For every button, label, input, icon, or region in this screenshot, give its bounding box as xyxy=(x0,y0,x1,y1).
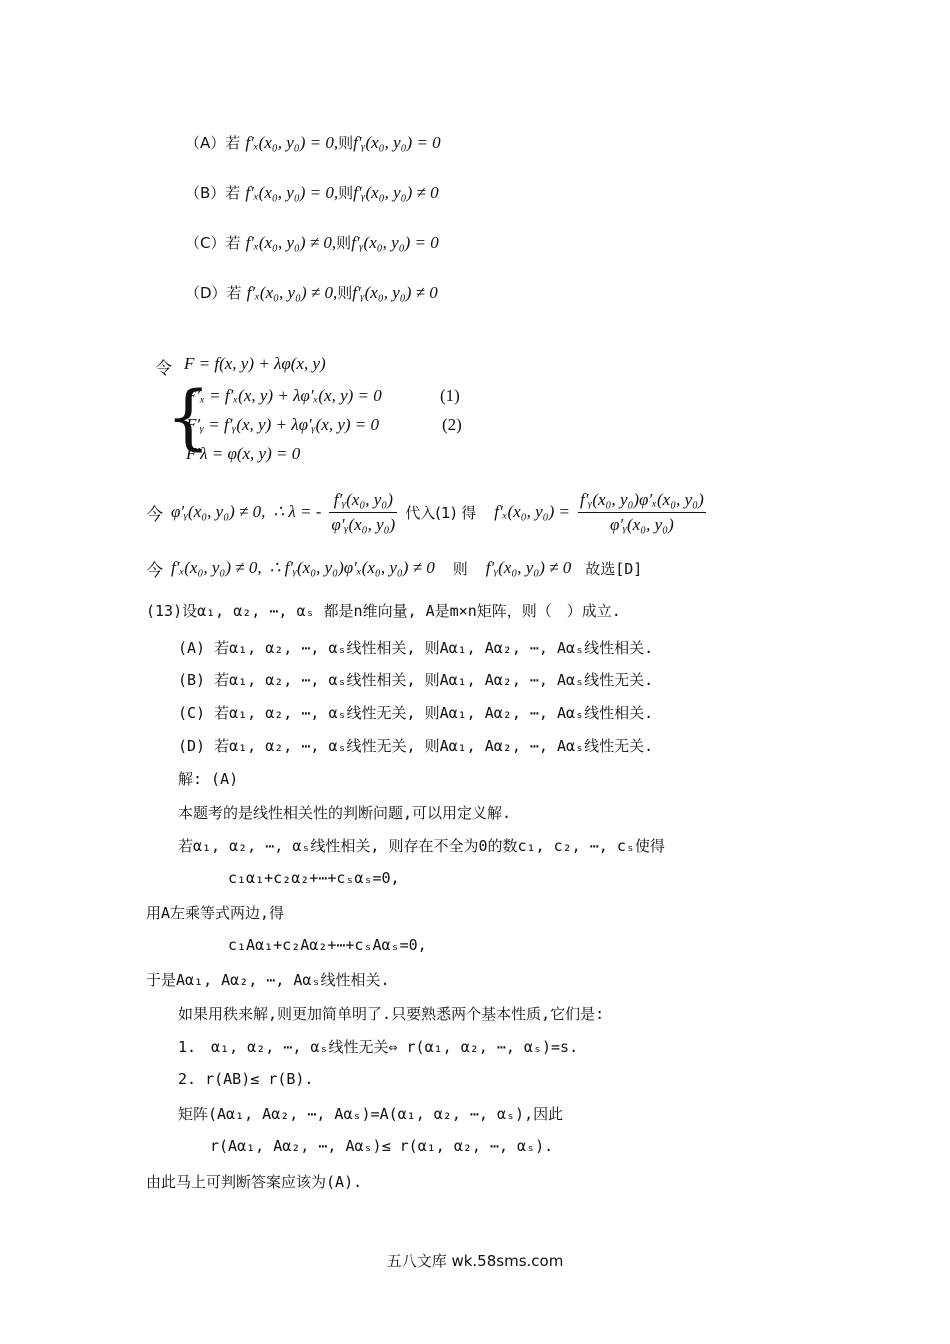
solution-line: 用A左乘等式两边,得 xyxy=(146,904,285,922)
fraction-numerator: f′ᵧ(x₀, y₀) xyxy=(329,490,397,513)
equation-1-tag: (1) xyxy=(440,386,460,405)
therefore-product: ∴ f′ᵧ(x₀, y₀)φ′ₓ(x₀, y₀) ≠ 0 xyxy=(269,558,435,577)
solution-line: 若α₁, α₂, ⋯, αₛ线性相关, 则存在不全为0的数c₁, c₂, ⋯, cₛ使得 xyxy=(178,837,665,855)
option-row xyxy=(185,232,439,253)
fraction-denominator: φ′ᵧ(x₀, y₀) xyxy=(609,514,674,534)
solution-line: 如果用秩来解,则更加简单明了.只要熟悉两个基本性质,它们是: xyxy=(178,1005,605,1023)
solution-equation: c₁α₁+c₂α₂+⋯+cₛαₛ=0, xyxy=(228,869,400,887)
property-2: 2. r(AB)≤ r(B). xyxy=(178,1070,314,1088)
derivation-then: 则 xyxy=(452,559,468,578)
derivation-conclusion: f′ᵧ(x₀, y₀) ≠ 0 xyxy=(485,558,572,577)
option-label: （A）若 xyxy=(185,134,241,152)
substitute-text: 代入(1) 得 xyxy=(405,503,477,522)
solution-line: 矩阵(Aα₁, Aα₂, ⋯, Aαₛ)=A(α₁, α₂, ⋯, αₛ),因此 xyxy=(178,1105,564,1123)
answer-choice: 故选[D] xyxy=(585,559,643,578)
option-condition: f′ₓ(x₀, y₀) = 0, xyxy=(245,133,339,152)
equation-1: F′ₓ = f′ₓ(x, y) + λφ′ₓ(x, y) = 0 xyxy=(186,386,382,405)
lagrange-F-definition: F = f(x, y) + λφ(x, y) xyxy=(184,354,326,373)
solution-line: 本题考的是线性相关性的判断问题,可以用定义解. xyxy=(178,804,512,822)
option-row xyxy=(185,182,439,203)
option-label: （B）若 xyxy=(185,184,241,202)
option-conclusion: f′ᵧ(x₀, y₀) ≠ 0 xyxy=(353,183,439,202)
question-13-stem: (13)设α₁, α₂, ⋯, αₛ 都是n维向量, A是m×n矩阵，则（ ）成立. xyxy=(146,602,621,620)
fraction-denominator: φ′ᵧ(x₀, y₀) xyxy=(331,514,396,534)
equation-3: F′λ = φ(x, y) = 0 xyxy=(186,444,301,463)
option-row xyxy=(185,282,438,303)
solution-equation: r(Aα₁, Aα₂, ⋯, Aαₛ)≤ r(α₁, α₂, ⋯, αₛ). xyxy=(210,1137,554,1155)
result-fraction xyxy=(578,490,706,535)
derivation-line-2 xyxy=(146,550,642,586)
footer-watermark: 五八文库 wk.58sms.com xyxy=(386,1252,564,1270)
derivation-condition: f′ₓ(x₀, y₀) ≠ 0, xyxy=(171,558,262,577)
conclusion-line: 由此马上可判断答案应该为(A). xyxy=(146,1173,363,1191)
question-13-option-a: (A) 若α₁, α₂, ⋯, αₛ线性相关, 则Aα₁, Aα₂, ⋯, Aαₛ线性相关. xyxy=(178,639,654,657)
option-condition: f′ₓ(x₀, y₀) = 0, xyxy=(245,183,339,202)
option-row xyxy=(185,132,441,153)
derivation-line-1 xyxy=(146,484,706,540)
option-then: 则 xyxy=(336,234,352,252)
derivation-lhs: f′ₓ(x₀, y₀) = xyxy=(494,502,570,521)
option-conclusion: f′ᵧ(x₀, y₀) ≠ 0 xyxy=(352,283,438,302)
question-13-option-c: (C) 若α₁, α₂, ⋯, αₛ线性无关, 则Aα₁, Aα₂, ⋯, Aαₛ线性相关. xyxy=(178,704,654,722)
equation-2: F′ᵧ = f′ᵧ(x, y) + λφ′ᵧ(x, y) = 0 xyxy=(186,415,380,434)
system-brace: { xyxy=(166,376,211,458)
derivation-lead: 今 xyxy=(146,560,163,581)
solution-line: 于是Aα₁, Aα₂, ⋯, Aαₛ线性相关. xyxy=(146,971,390,989)
option-conclusion: f′ᵧ(x₀, y₀) = 0 xyxy=(351,233,439,252)
equation-2-tag: (2) xyxy=(442,415,462,434)
option-conclusion: f′ᵧ(x₀, y₀) = 0 xyxy=(353,133,441,152)
derivation-lead: 今 xyxy=(146,504,163,525)
fraction-numerator: f′ᵧ(x₀, y₀)φ′ₓ(x₀, y₀) xyxy=(578,490,706,513)
option-then: 则 xyxy=(338,134,354,152)
option-then: 则 xyxy=(337,284,353,302)
derivation-condition: φ′ᵧ(x₀, y₀) ≠ 0, xyxy=(171,502,266,521)
lambda-fraction xyxy=(329,490,397,535)
option-then: 则 xyxy=(338,184,354,202)
question-13-option-d: (D) 若α₁, α₂, ⋯, αₛ线性无关, 则Aα₁, Aα₂, ⋯, Aαₛ线性无关. xyxy=(178,737,654,755)
solution-equation: c₁Aα₁+c₂Aα₂+⋯+cₛAαₛ=0, xyxy=(228,936,427,954)
therefore-lambda: ∴ λ = - xyxy=(273,502,322,521)
option-condition: f′ₓ(x₀, y₀) ≠ 0, xyxy=(245,233,337,252)
option-condition: f′ₓ(x₀, y₀) ≠ 0, xyxy=(246,283,338,302)
lagrange-intro: 令 xyxy=(155,359,172,379)
question-13-option-b: (B) 若α₁, α₂, ⋯, αₛ线性相关, 则Aα₁, Aα₂, ⋯, Aαₛ线性无关. xyxy=(178,671,654,689)
option-label: （C）若 xyxy=(185,234,241,252)
property-1: 1. α₁, α₂, ⋯, αₛ线性无关⇔ r(α₁, α₂, ⋯, αₛ)=s. xyxy=(178,1038,579,1056)
option-label: （D）若 xyxy=(185,284,242,302)
answer-line: 解: (A) xyxy=(178,770,239,788)
